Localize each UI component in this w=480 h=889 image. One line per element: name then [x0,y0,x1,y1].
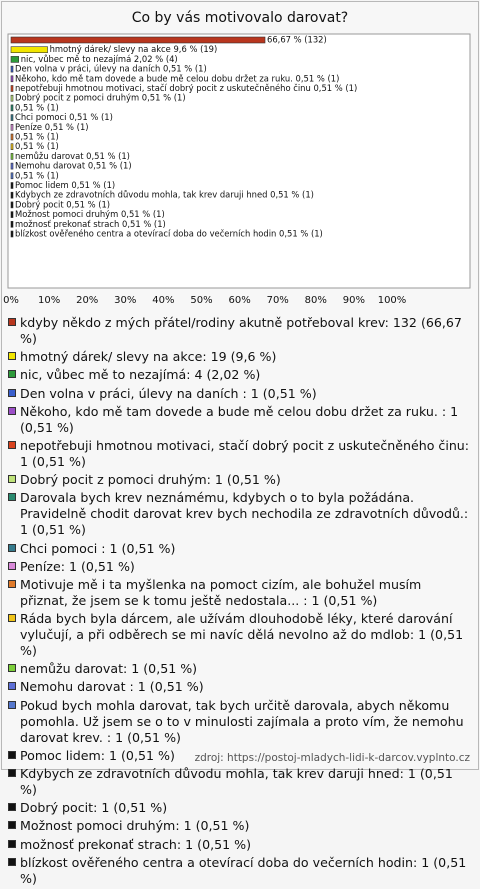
legend-text: Ráda bych byla dárcem, ale užívám dlouhodobě léky, které darování vylučují, a při odběrech se mi navíc dělá nevolno až do mdlob: 1 (0,51 %) [20,611,464,659]
legend-swatch [8,318,16,326]
legend-swatch [8,370,16,378]
legend-text: Kdybych ze zdravotních důvodu mohla, tak krev daruji hned: 1 (0,51 %) [20,766,453,797]
bar-label: blízkost ověřeného centra a otevírací doba do večerních hodin 0,51 % (1) [15,228,323,239]
bar [11,212,13,218]
bar-label: hmotný dárek/ slevy na akce 9,6 % (19) [49,44,218,55]
bar [11,47,48,53]
bar-label: 0,51 % (1) [15,141,59,152]
bar [11,183,13,189]
bar-label: možnosť prekonať strach 0,51 % (1) [15,218,166,229]
legend-item [8,855,470,887]
legend-item [8,661,470,677]
legend-swatch [8,407,16,415]
legend-swatch [8,701,16,709]
legend-text: hmotný dárek/ slevy na akce: 19 (9,6 %) [20,349,277,365]
legend-text: možnosť prekonať strach: 1 (0,51 %) [20,836,252,852]
legend-swatch [8,821,16,829]
legend-item [8,611,470,659]
bar [11,134,13,140]
legend-swatch [8,493,16,501]
bar-label: nepotřebuji hmotnou motivaci, stačí dobrý pocit z uskutečněného činu 0,51 % (1) [15,83,358,93]
x-tick-label: 60% [228,295,251,306]
bar [11,144,13,150]
legend-swatch [8,751,16,759]
x-tick-label: 20% [76,295,99,306]
legend-item [8,438,470,470]
bar-label: Dobrý pocit 0,51 % (1) [15,199,111,210]
legend-text: Peníze: 1 (0,51 %) [20,558,135,574]
legend-text: Pokud bych mohla darovat, tak bych určitě darovala, abych někomu pomohla. Už jsem se o to v minulosti zajímala a proto vím, že nemohu darovat krev. : 1 (0,51 %) [20,697,464,745]
x-tick-label: 10% [37,295,61,306]
legend-text: Pomoc lidem: 1 (0,51 %) [20,747,175,763]
legend-swatch [8,475,16,483]
legend-text: Dobrý pocit z pomoci druhým: 1 (0,51 %) [20,472,281,488]
x-tick-label: 0% [3,295,19,306]
bar [11,76,13,82]
x-tick-label: 100% [377,295,407,306]
bar [11,66,13,72]
legend-swatch [8,389,16,397]
bar-label: nemůžu darovat 0,51 % (1) [15,150,130,161]
legend-swatch [8,562,16,570]
bar [11,105,13,111]
bar [11,86,13,92]
legend-swatch [8,769,16,777]
x-tick-label: 90% [342,295,366,306]
bar [11,221,13,227]
bar [11,124,13,130]
legend-text: Den volna v práci, úlevy na daních : 1 (0,51 %) [20,385,317,401]
legend-swatch [8,614,16,622]
legend-item [8,679,470,695]
bar-label: Možnost pomoci druhým 0,51 % (1) [15,209,165,220]
legend-text: nic, vůbec mě to nezajímá: 4 (2,02 %) [20,367,261,383]
legend-text: Nemohu darovat : 1 (0,51 %) [20,679,204,695]
legend-item [8,541,470,557]
legend-text: Někoho, kdo mě tam dovede a bude mě celou dobu držet za ruku. : 1 (0,51 %) [20,403,459,435]
legend-item [8,800,470,816]
legend-swatch [8,858,16,866]
bar-label: Den volna v práci, úlevy na daních 0,51 % (1) [15,63,207,74]
legend-swatch [8,441,16,449]
legend-text: nemůžu darovat: 1 (0,51 %) [20,661,198,677]
x-tick-label: 50% [190,295,213,306]
legend-item [8,837,470,853]
bar-label: Kdybych ze zdravotních důvodu mohla, tak krev daruji hned 0,51 % (1) [15,189,314,200]
bar-label: Pomoc lidem 0,51 % (1) [15,180,116,190]
legend-item [8,367,470,383]
legend-item [8,559,470,575]
bar [11,192,13,198]
x-tick-label: 70% [266,295,289,306]
bar-label: 0,51 % (1) [15,102,59,113]
legend-text: blízkost ověřeného centra a otevírací doba do večerních hodin: 1 (0,51 %) [20,854,467,886]
bar-label: Peníze 0,51 % (1) [15,121,89,132]
legend-item [8,472,470,488]
legend-swatch [8,352,16,360]
bar [11,115,13,121]
legend-item [8,577,470,609]
bar [11,202,13,208]
legend-swatch [8,840,16,848]
legend-item [8,386,470,402]
legend-swatch [8,664,16,672]
legend-swatch [8,580,16,588]
legend-item [8,404,470,436]
bar [11,153,13,159]
chart-title: Co by vás motivovalo darovat? [131,10,349,26]
bar [11,231,13,237]
bar [11,56,19,62]
legend-text: Dobrý pocit: 1 (0,51 %) [20,800,168,816]
legend-item [8,818,470,834]
legend-text: Darovala bych krev neznámému, kdybych o to byla požádána. Pravidelně chodit darovat krev bych nechodila ze zdravotních důvodů.: 1 (0,51 %) [20,490,469,538]
x-tick-label: 80% [304,295,327,306]
legend-text: nepotřebuji hmotnou motivaci, stačí dobrý pocit z uskutečněného činu: 1 (0,51 %) [20,437,470,469]
bar [11,95,13,101]
bar-label: 0,51 % (1) [15,170,59,181]
legend-item [8,315,470,347]
legend-text: Možnost pomoci druhým: 1 (0,51 %) [20,818,250,834]
bar [11,37,265,43]
legend-text: Motivuje mě i ta myšlenka na pomoct cizím, ale bohužel musím přiznat, že jsem se k tomu ještě nedostala... : 1 (0,51 %) [20,576,422,608]
bar-label: Dobrý pocit z pomoci druhým 0,51 % (1) [15,92,186,103]
legend-swatch [8,803,16,811]
legend-item [8,490,470,538]
chart-legend [8,315,470,889]
source-note: zdroj: https://postoj-mladych-lidi-k-darcov.vyplnto.cz [194,752,470,764]
bar-label: nic, vůbec mě to nezajímá 2,02 % (4) [20,53,178,64]
x-tick-label: 30% [114,295,137,306]
legend-item [8,349,470,365]
x-tick-label: 40% [152,295,175,306]
bar-label: Někoho, kdo mě tam dovede a bude mě celou dobu držet za ruku. 0,51 % (1) [15,73,340,84]
legend-text: Chci pomoci : 1 (0,51 %) [20,540,176,556]
bar-label: 0,51 % (1) [15,131,59,142]
legend-text: kdyby někdo z mých přátel/rodiny akutně potřeboval krev: 132 (66,67 %) [20,315,462,346]
bar-label: Nemohu darovat 0,51 % (1) [15,160,132,171]
legend-swatch [8,544,16,552]
bar-chart [0,32,480,312]
bar-label: Chci pomoci 0,51 % (1) [15,112,113,123]
bar-label: 66,67 % (132) [267,34,327,45]
legend-item [8,698,470,746]
bar [11,163,13,169]
legend-swatch [8,682,16,690]
bar [11,173,13,179]
